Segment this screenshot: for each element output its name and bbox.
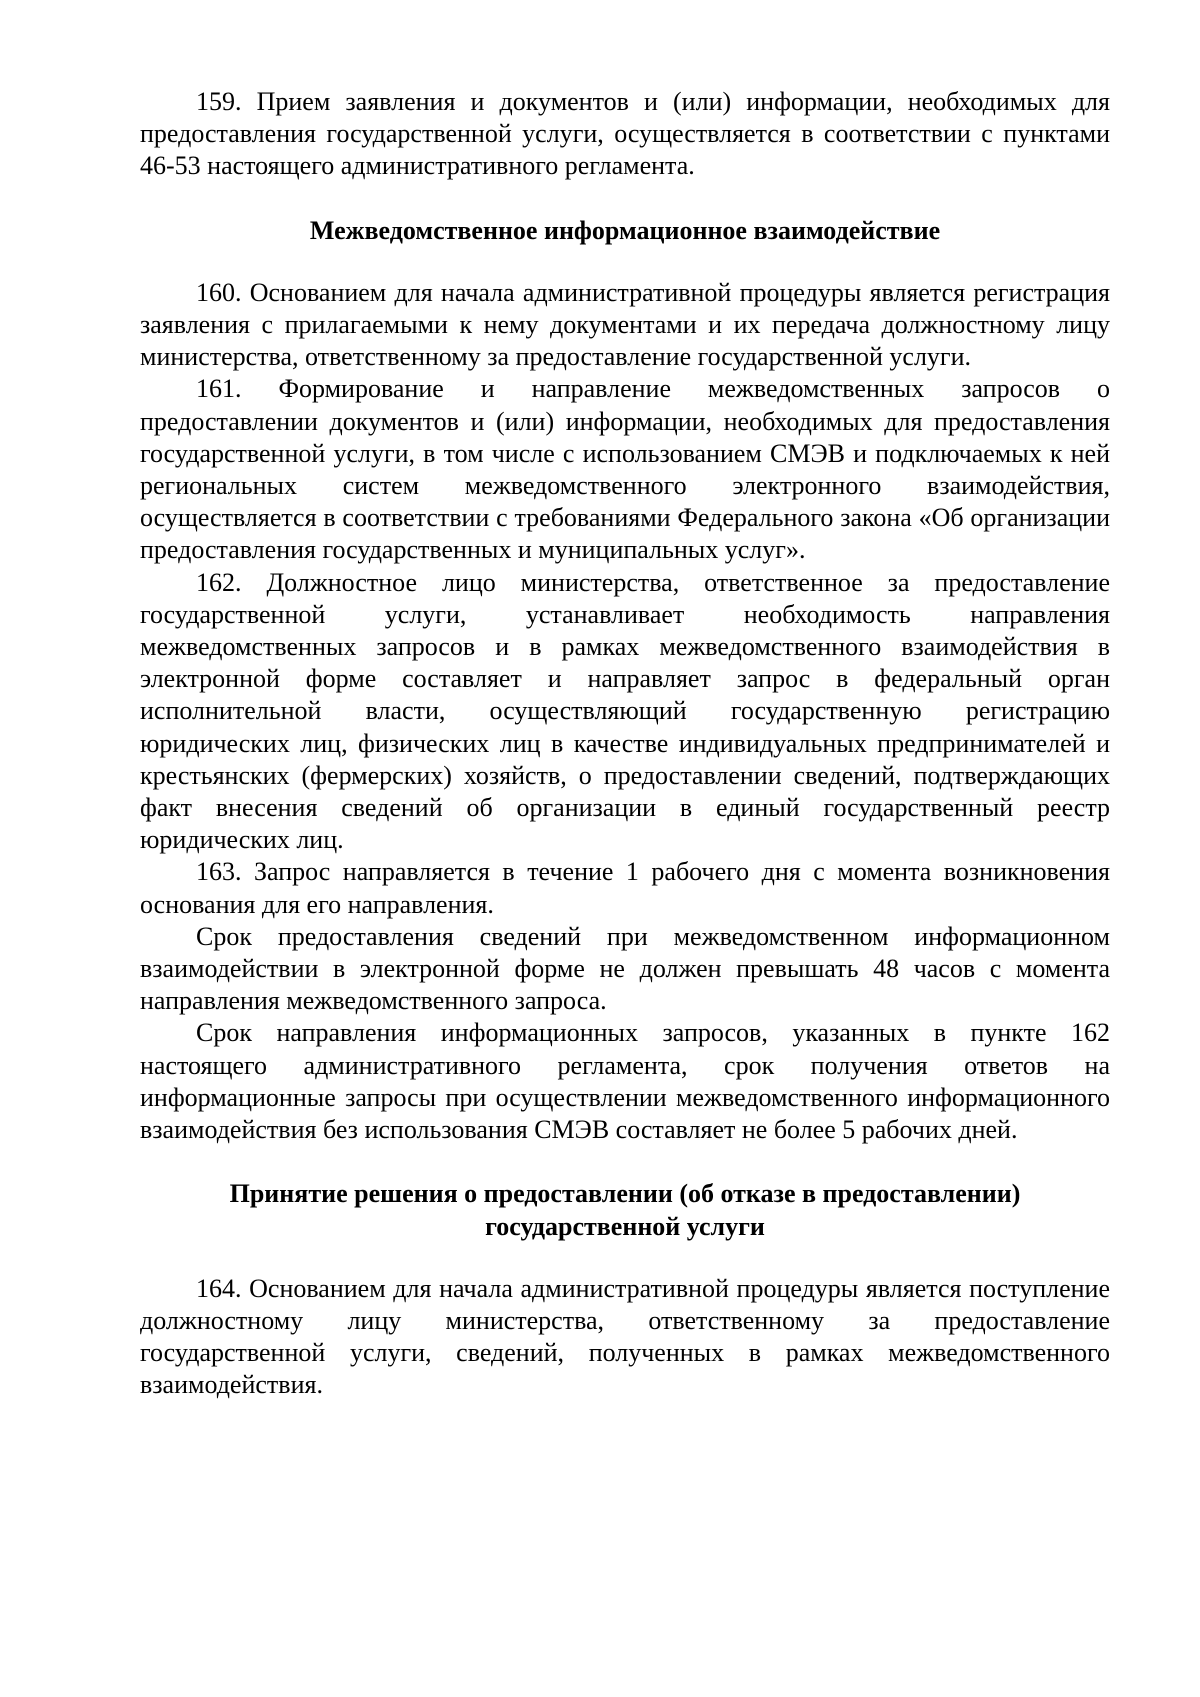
- heading-decision: [140, 1178, 1110, 1242]
- paragraph-162: 162. Должностное лицо министерства, ответственное за предоставление государственной услуги, устанавливает необходимость направления межведомственных запросов и в рамках межведомственного взаимодействия в электронной форме составляет и направляет запрос в федеральный орган исполнительной власти, осуществляющий государственную регистрацию юридических лиц, физических лиц в качестве индивидуальных предпринимателей и крестьянских (фермерских) хозяйств, о предоставлении сведений, подтверждающих факт внесения сведений об организации в единый государственный реестр юридических лиц.: [140, 567, 1110, 855]
- heading-decision-line-2: государственной услуги: [485, 1211, 765, 1241]
- paragraph-164: 164. Основанием для начала административной процедуры является поступление должностному лицу министерства, ответственному за предоставление государственной услуги, сведений, полученных в рамках межведомственного взаимодействия.: [140, 1273, 1110, 1400]
- paragraph-163: 163. Запрос направляется в течение 1 рабочего дня с момента возникновения основания для его направления.: [140, 857, 1110, 919]
- paragraph-160: 160. Основанием для начала административной процедуры является регистрация заявления с прилагаемыми к нему документами и их передача должностному лицу министерства, ответственному за предоставление государственной услуги.: [140, 277, 1110, 372]
- heading-decision-line-1: Принятие решения о предоставлении (об отказе в предоставлении): [229, 1179, 1021, 1209]
- paragraph-163-term: Срок предоставления сведений при межведомственном информационном взаимодействии в электронной форме не должен превышать 48 часов с момента направления межведомственного запроса.: [140, 921, 1110, 1016]
- document-page: [140, 86, 1110, 1402]
- paragraph-159: 159. Прием заявления и документов и (или) информации, необходимых для предоставления государственной услуги, осуществляется в соответствии с пунктами 46-53 настоящего административного регламента.: [140, 87, 1110, 181]
- heading-interagency-interaction: Межведомственное информационное взаимодействие: [309, 215, 941, 245]
- paragraph-163-direction: Срок направления информационных запросов, указанных в пункте 162 настоящего административного регламента, срок получения ответов на информационные запросы при осуществлении межведомственного информационного взаимодействия без использования СМЭВ составляет не более 5 рабочих дней.: [140, 1018, 1110, 1145]
- paragraph-161: 161. Формирование и направление межведомственных запросов о предоставлении документов и (или) информации, необходимых для предоставления государственной услуги, в том числе с использованием СМЭВ и подключаемых к ней региональных систем межведомственного электронного взаимодействия, осуществляется в соответствии с требованиями Федерального закона «Об организации предоставления государственных и муниципальных услуг».: [140, 374, 1110, 565]
